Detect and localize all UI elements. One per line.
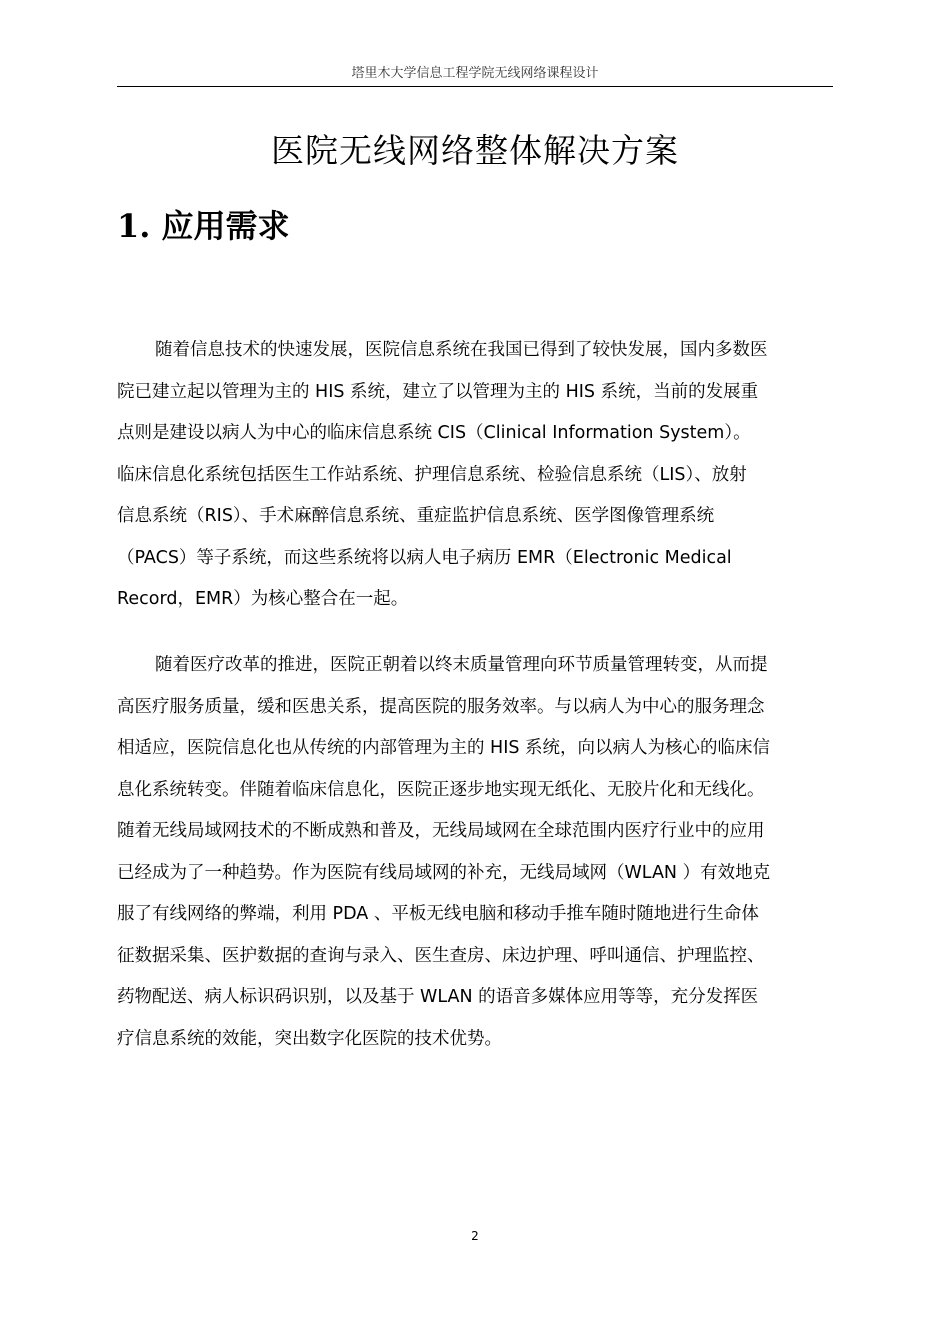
paragraph-line: 疗信息系统的效能，突出数字化医院的技术优势。 (117, 1028, 502, 1049)
paragraph-line: 已经成为了一种趋势。作为医院有线局域网的补充，无线局域网（WLAN ）有效地克 (117, 862, 771, 883)
header-running-title: 塔里木大学信息工程学院无线网络课程设计 (351, 66, 599, 81)
paragraph-line: 征数据采集、医护数据的查询与录入、医生查房、床边护理、呼叫通信、护理监控、 (117, 945, 765, 966)
paragraph-line: 随着信息技术的快速发展，医院信息系统在我国已得到了较快发展，国内多数医 (155, 340, 768, 360)
document-title: 医院无线网络整体解决方案 (271, 131, 679, 170)
paragraph-line: 相适应，医院信息化也从传统的内部管理为主的 HIS 系统，向以病人为核心的临床信 (117, 738, 771, 758)
page-number: 2 (471, 1229, 479, 1243)
paragraph-line: 服了有线网络的弊端，利用 PDA 、平板无线电脑和移动手推车随时随地进行生命体 (117, 904, 759, 924)
paragraph-2 (117, 645, 837, 1060)
paragraph-line: 高医疗服务质量，缓和医患关系，提高医院的服务效率。与以病人为中心的服务理念 (117, 696, 765, 717)
paragraph-line: 临床信息化系统包括医生工作站系统、护理信息系统、检验信息系统（LIS）、放射 (117, 464, 747, 485)
paragraph-line: 息化系统转变。伴随着临床信息化，医院正逐步地实现无纸化、无胶片化和无线化。 (117, 779, 765, 800)
paragraph-line: 点则是建设以病人为中心的临床信息系统 CIS（Clinical Information System）。 (117, 423, 751, 443)
paragraph-line: Record，EMR）为核心整合在一起。 (117, 589, 409, 609)
paragraph-line: 信息系统（RIS）、手术麻醉信息系统、重症监护信息系统、医学图像管理系统 (117, 506, 715, 526)
paragraph-line: （PACS）等子系统，而这些系统将以病人电子病历 EMR（Electronic Medical (117, 547, 732, 568)
page-header (117, 64, 833, 87)
paragraph-line: 随着无线局域网技术的不断成熟和普及，无线局域网在全球范围内医疗行业中的应用 (117, 821, 765, 841)
paragraph-line: 随着医疗改革的推进，医院正朝着以终末质量管理向环节质量管理转变，从而提 (155, 655, 768, 675)
paragraph-line: 院已建立起以管理为主的 HIS 系统，建立了以管理为主的 HIS 系统，当前的发展重 (117, 381, 759, 402)
paragraph-1 (117, 330, 837, 621)
section-heading: 1. 应用需求 (117, 207, 290, 245)
paragraph-line: 药物配送、病人标识码识别，以及基于 WLAN 的语音多媒体应用等等，充分发挥医 (117, 987, 759, 1007)
